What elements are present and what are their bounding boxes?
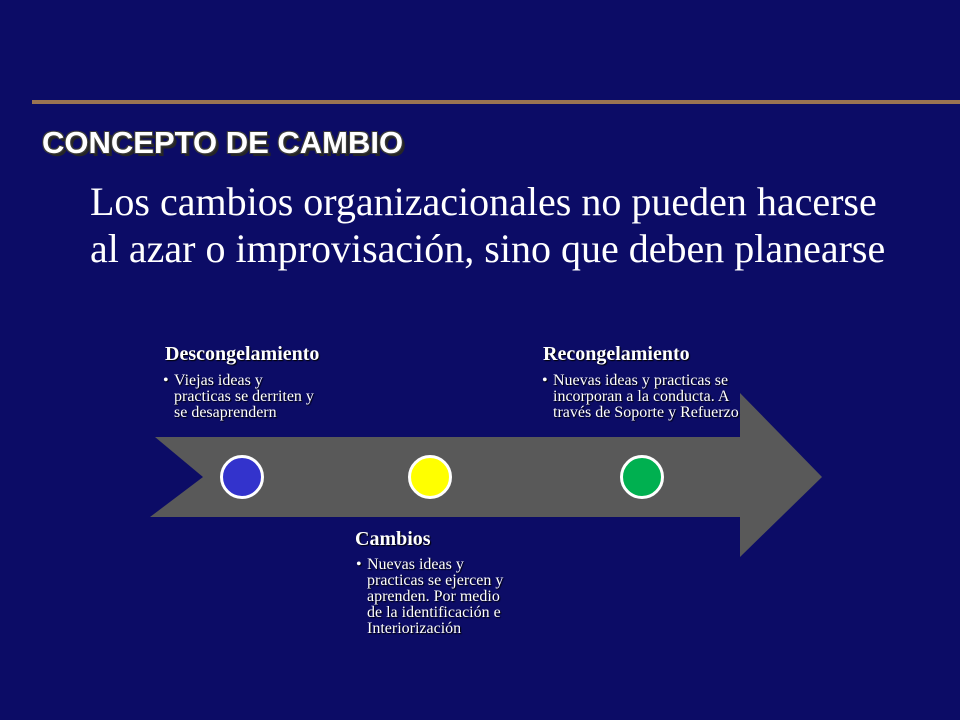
bullet-line: • Nuevas ideas y practicas se bbox=[553, 372, 729, 389]
stage-title-unfreeze: Descongelamiento bbox=[165, 343, 320, 365]
body-line: Los cambios organizacionales no pueden hacerse bbox=[90, 179, 877, 224]
stage-bullet-refreeze bbox=[542, 373, 739, 421]
bullet-line: practicas se derriten y bbox=[174, 388, 314, 405]
stage-bullet-unfreeze bbox=[163, 373, 314, 421]
bullet-line: practicas se ejercen y bbox=[367, 572, 504, 589]
bullet-line: • Nuevas ideas y bbox=[367, 556, 464, 573]
stage-marker-refreeze bbox=[620, 455, 664, 499]
slide-title: CONCEPTO DE CAMBIO bbox=[42, 125, 404, 160]
stage-bullet-change bbox=[356, 557, 503, 637]
bullet-line: • Viejas ideas y bbox=[174, 372, 263, 389]
body-line: al azar o improvisación, sino que deben planearse bbox=[90, 226, 886, 271]
bullet-line: incorporan a la conducta. A bbox=[553, 388, 730, 405]
bullet-line: través de Soporte y Refuerzo bbox=[553, 404, 739, 421]
bullet-line: Interiorización bbox=[367, 620, 462, 637]
bullet-line: se desaprendern bbox=[174, 404, 277, 421]
stage-title-change: Cambios bbox=[355, 528, 431, 550]
stage-marker-change bbox=[408, 455, 452, 499]
bullet-line: de la identificación e bbox=[367, 604, 501, 621]
bullet-line: aprenden. Por medio bbox=[367, 588, 500, 605]
stage-marker-unfreeze bbox=[220, 455, 264, 499]
stage-title-refreeze: Recongelamiento bbox=[543, 343, 690, 365]
